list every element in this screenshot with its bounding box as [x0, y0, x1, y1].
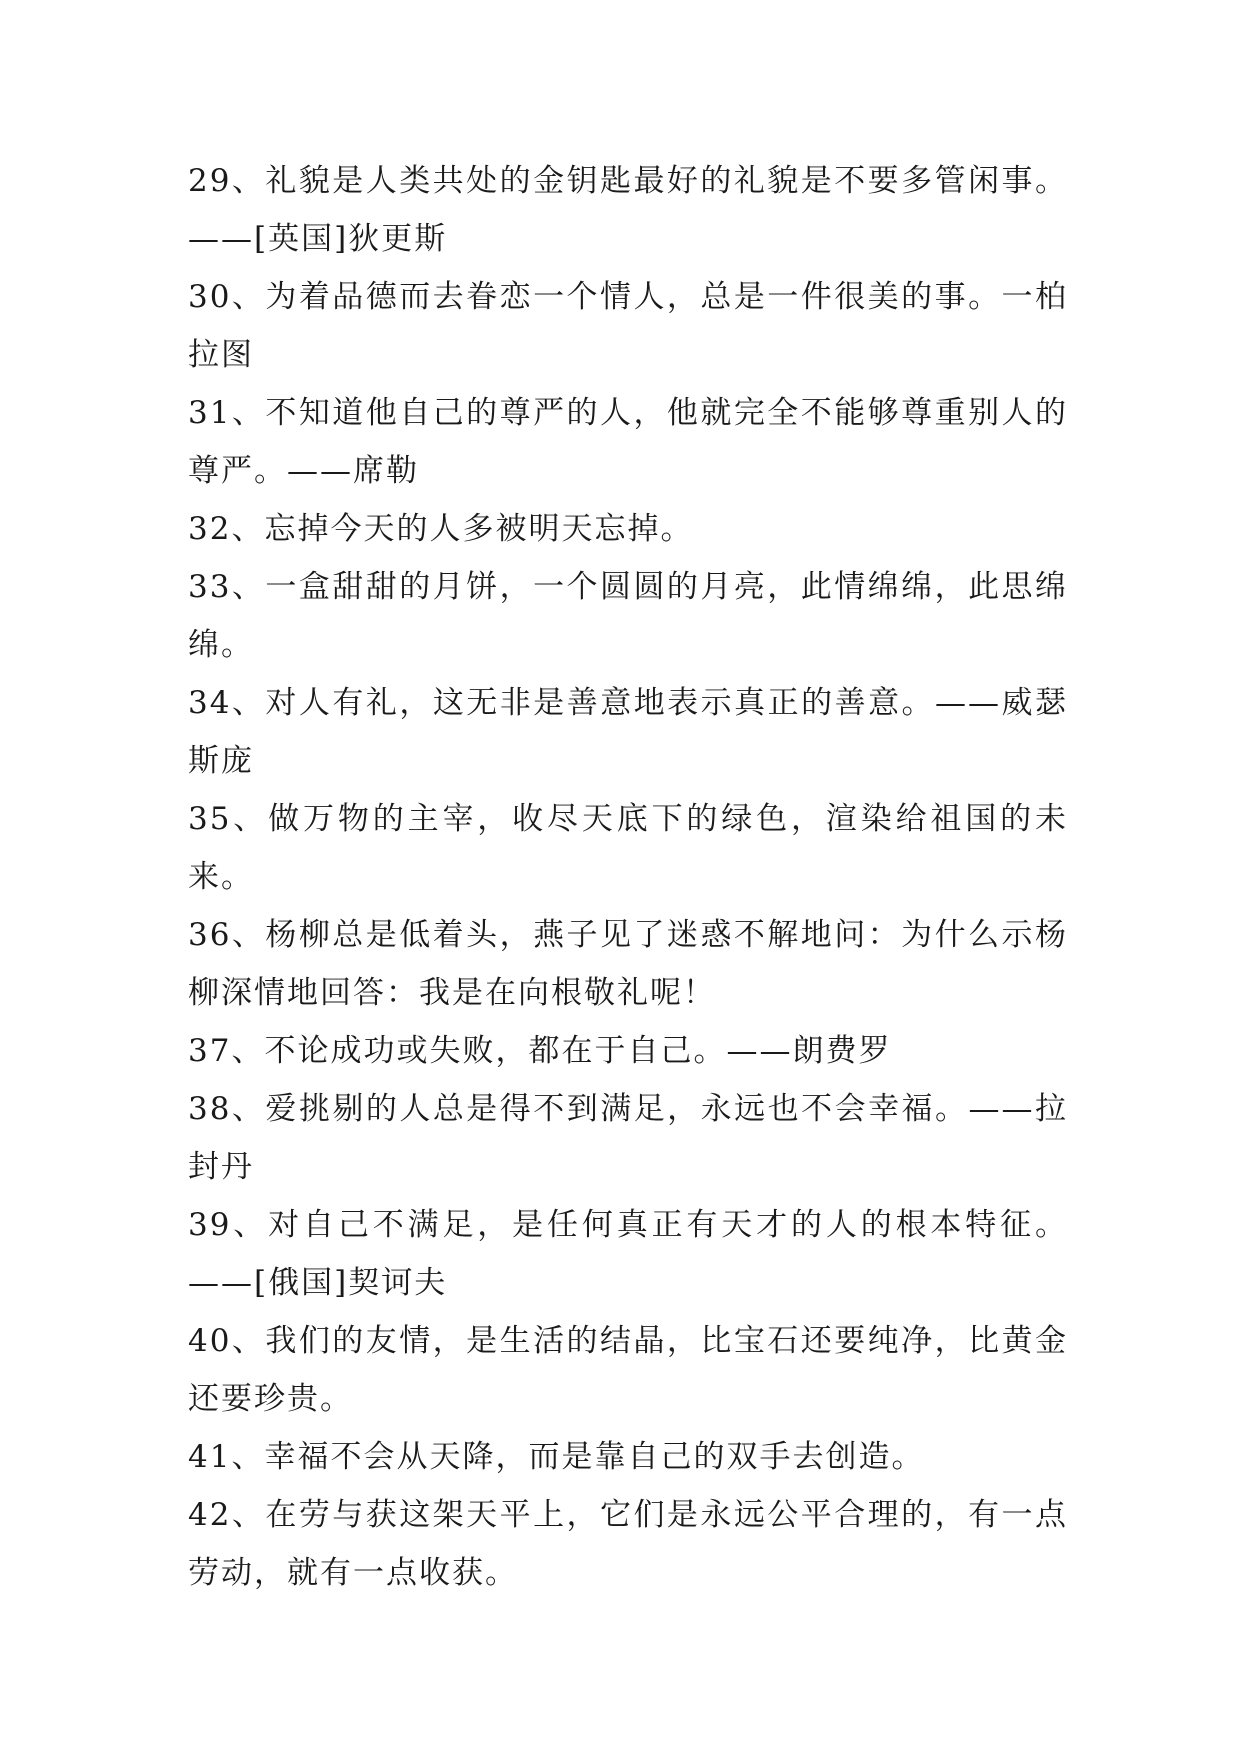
quote-31: 31、不知道他自己的尊严的人，他就完全不能够尊重别人的尊严。——席勒	[188, 395, 1068, 489]
quote-42: 42、在劳与获这架天平上，它们是永远公平合理的，有一点劳动，就有一点收获。	[188, 1497, 1068, 1591]
quote-39: 39、对自己不满足，是任何真正有天才的人的根本特征。——[俄国]契诃夫	[188, 1207, 1068, 1301]
quote-38: 38、爱挑剔的人总是得不到满足，永远也不会幸福。——拉封丹	[188, 1091, 1068, 1185]
quote-33: 33、一盒甜甜的月饼，一个圆圆的月亮，此情绵绵，此思绵绵。	[188, 569, 1068, 663]
quote-40: 40、我们的友情，是生活的结晶，比宝石还要纯净，比黄金还要珍贵。	[188, 1323, 1068, 1417]
quote-37: 37、不论成功或失败，都在于自己。——朗费罗	[188, 1033, 892, 1069]
quote-29: 29、礼貌是人类共处的金钥匙最好的礼貌是不要多管闲事。——[英国]狄更斯	[188, 163, 1068, 257]
quote-36: 36、杨柳总是低着头，燕子见了迷惑不解地问：为什么示杨柳深情地回答：我是在向根敬礼呢！	[188, 917, 1068, 1011]
quote-32: 32、忘掉今天的人多被明天忘掉。	[188, 511, 694, 547]
quote-35: 35、做万物的主宰，收尽天底下的绿色，渲染给祖国的未来。	[188, 801, 1068, 895]
quote-34: 34、对人有礼，这无非是善意地表示真正的善意。——威瑟斯庞	[188, 685, 1068, 779]
quote-list	[188, 152, 1068, 1602]
quote-30: 30、为着品德而去眷恋一个情人，总是一件很美的事。一柏拉图	[188, 279, 1068, 373]
quote-41: 41、幸福不会从天降，而是靠自己的双手去创造。	[188, 1439, 925, 1475]
